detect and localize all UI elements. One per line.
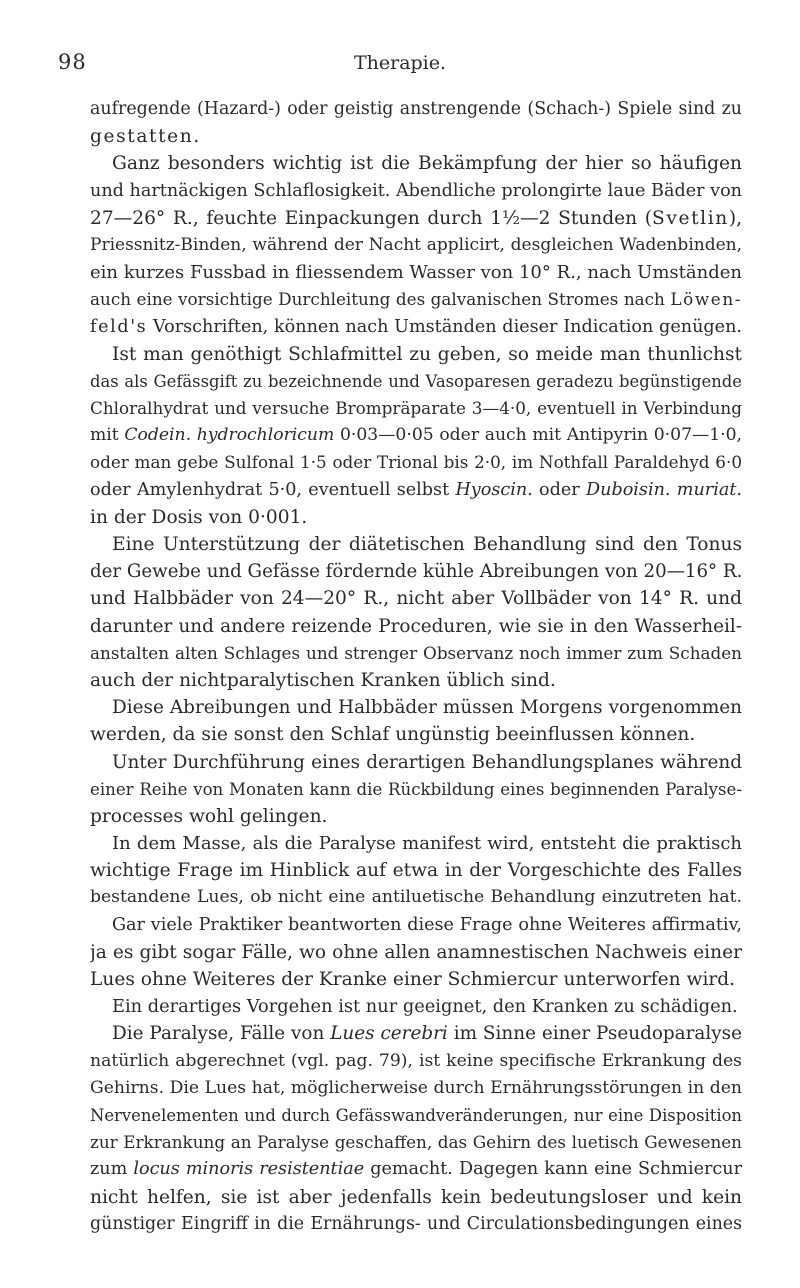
spaced-text: gestatten.: [90, 126, 201, 148]
text-line: [90, 531, 742, 558]
text-segment: Priessnitz-Binden, während der Nacht applicirt, desgleichen Wadenbinden,: [90, 234, 742, 255]
text-line: [90, 178, 742, 205]
page-header: [0, 50, 800, 80]
text-segment: in der Dosis von 0·001.: [90, 506, 308, 528]
body-text: [90, 96, 742, 1238]
text-line: [90, 477, 742, 504]
italic-text: locus minoris resistentiae: [133, 1159, 365, 1180]
text-line: [90, 1156, 742, 1183]
text-line: [90, 232, 742, 259]
text-line: [90, 721, 742, 748]
text-line: [90, 1075, 742, 1102]
page-number: 98: [58, 50, 87, 74]
text-line: [90, 1048, 742, 1075]
text-line: [90, 776, 742, 803]
text-line: [90, 1102, 742, 1129]
text-line: [90, 368, 742, 395]
text-segment: Eine Unterstützung der diätetischen Behandlung sind den Tonus: [112, 534, 742, 555]
text-segment: auch eine vorsichtige Durchleitung des galvanischen Stromes nach: [90, 289, 671, 310]
text-line: [90, 504, 742, 531]
text-line: [90, 395, 742, 422]
text-line: [90, 558, 742, 585]
text-line: [90, 96, 742, 123]
text-line: [90, 205, 742, 232]
text-segment: zur Erkrankung an Paralyse geschaffen, das Gehirn des luetisch Gewesenen: [90, 1132, 742, 1153]
spaced-text: Svetlin: [652, 207, 729, 229]
text-line: [90, 966, 742, 993]
text-line: [90, 286, 742, 313]
text-line: [90, 1020, 742, 1047]
text-segment: 27—26° R., feuchte Einpackungen durch 1½—2 Stunden (: [90, 207, 653, 229]
text-line: [90, 1211, 742, 1238]
text-segment: natürlich abgerechnet (vgl. pag. 79), ist keine specifische Erkrankung des: [90, 1050, 742, 1071]
text-segment: 0·03—0·05 oder auch mit Antipyrin 0·07—1·0,: [334, 425, 742, 446]
text-line: [90, 314, 742, 341]
text-segment: wichtige Frage im Hinblick auf etwa in der Vorgeschichte des Falles: [90, 860, 742, 882]
text-segment: bestandene Lues, ob nicht eine antiluetische Behandlung einzutreten hat.: [90, 887, 742, 908]
text-segment: gemacht. Dagegen kann eine Schmiercur: [364, 1159, 742, 1180]
text-segment: Gar viele Praktiker beantworten diese Frage ohne Weiteres affirmativ,: [112, 914, 742, 935]
text-segment: Ein derartiges Vorgehen ist nur geeignet, den Kranken zu schädigen.: [112, 996, 738, 1018]
text-segment: und Halbbäder von 24—20° R., nicht aber Vollbäder von 14° R. und: [90, 588, 742, 610]
text-segment: und hartnäckigen Schlaflosigkeit. Abendliche prolongirte laue Bäder von: [90, 180, 742, 201]
text-segment: Gehirns. Die Lues hat, möglicherweise durch Ernährungsstörungen in den: [90, 1077, 742, 1098]
text-segment: mit: [90, 425, 125, 446]
text-line: [90, 150, 742, 177]
italic-text: Duboisin. muriat.: [586, 479, 742, 500]
text-line: [90, 694, 742, 721]
text-line: [90, 857, 742, 884]
text-line: [90, 1129, 742, 1156]
text-segment: processes wohl gelingen.: [90, 805, 328, 827]
text-line: [90, 667, 742, 694]
italic-text: Hyoscin.: [455, 479, 533, 500]
text-segment: oder man gebe Sulfonal 1·5 oder Trional bis 2·0, im Nothfall Paraldehyd 6·0: [90, 452, 742, 473]
text-line: [90, 749, 742, 776]
spaced-text: Löwen-: [670, 289, 742, 310]
text-segment: auch der nichtparalytischen Kranken üblich sind.: [90, 669, 556, 691]
text-segment: Chloralhydrat und versuche Brompräparate 3—4·0, eventuell in Verbindung: [90, 398, 742, 419]
text-segment: oder Amylenhydrat 5·0, eventuell selbst: [90, 479, 456, 500]
text-segment: Ist man genöthigt Schlafmittel zu geben, so meide man thunlichst: [112, 343, 742, 365]
italic-text: Lues cerebri: [330, 1023, 448, 1045]
text-line: [90, 422, 742, 449]
text-segment: Unter Durchführung eines derartigen Behandlungsplanes während: [112, 751, 742, 773]
text-line: [90, 341, 742, 368]
text-segment: günstiger Eingriff in die Ernährungs- und Circulationsbedingungen eines: [90, 1213, 742, 1234]
text-segment: Vorschriften, können nach Umständen dieser Indication genügen.: [147, 316, 742, 337]
text-segment: Nervenelementen und durch Gefässwandveränderungen, nur eine Disposition: [90, 1105, 742, 1125]
text-segment: nicht helfen, sie ist aber jedenfalls kein bedeutungsloser und kein: [90, 1186, 742, 1208]
text-line: [90, 830, 742, 857]
text-segment: zum: [90, 1159, 134, 1180]
text-line: [90, 993, 742, 1020]
text-segment: darunter und andere reizende Proceduren, wie sie in den Wasserheil-: [90, 615, 742, 637]
text-segment: ),: [728, 207, 742, 229]
text-line: [90, 939, 742, 966]
text-segment: Die Paralyse, Fälle von: [112, 1023, 331, 1045]
text-segment: Diese Abreibungen und Halbbäder müssen Morgens vorgenommen: [112, 697, 742, 719]
text-segment: der Gewebe und Gefässe fördernde kühle Abreibungen von 20—16° R.: [90, 561, 742, 583]
text-segment: oder: [532, 479, 587, 500]
running-head: Therapie.: [353, 52, 447, 74]
text-line: [90, 912, 742, 939]
text-line: [90, 585, 742, 612]
spaced-text: feld's: [90, 316, 148, 337]
text-line: [90, 613, 742, 640]
text-segment: In dem Masse, als die Paralyse manifest wird, entsteht die praktisch: [112, 833, 742, 855]
text-segment: ja es gibt sogar Fälle, wo ohne allen anamnestischen Nachweis einer: [90, 941, 742, 963]
text-line: [90, 884, 742, 911]
text-line: [90, 259, 742, 286]
text-segment: ein kurzes Fussbad in fliessendem Wasser von 10° R., nach Umständen: [90, 262, 742, 284]
text-segment: werden, da sie sonst den Schlaf ungünstig beeinflussen können.: [90, 724, 696, 746]
text-line: [90, 123, 742, 150]
text-segment: Ganz besonders wichtig ist die Bekämpfung der hier so häufigen: [112, 153, 742, 175]
text-line: [90, 1184, 742, 1211]
text-segment: im Sinne einer Pseudoparalyse: [447, 1023, 742, 1045]
text-line: [90, 803, 742, 830]
text-segment: anstalten alten Schlages und strenger Observanz noch immer zum Schaden: [90, 642, 742, 663]
italic-text: Codein. hydrochloricum: [124, 425, 335, 446]
text-line: [90, 449, 742, 476]
text-segment: aufregende (Hazard-) oder geistig anstrengende (Schach-) Spiele sind zu: [90, 99, 742, 119]
text-line: [90, 640, 742, 667]
text-segment: Lues ohne Weiteres der Kranke einer Schmiercur unterworfen wird.: [90, 969, 736, 990]
text-segment: einer Reihe von Monaten kann die Rückbildung eines beginnenden Paralyse-: [90, 779, 742, 799]
text-segment: das als Gefässgift zu bezeichnende und Vasoparesen geradezu begünstigende: [90, 371, 742, 391]
